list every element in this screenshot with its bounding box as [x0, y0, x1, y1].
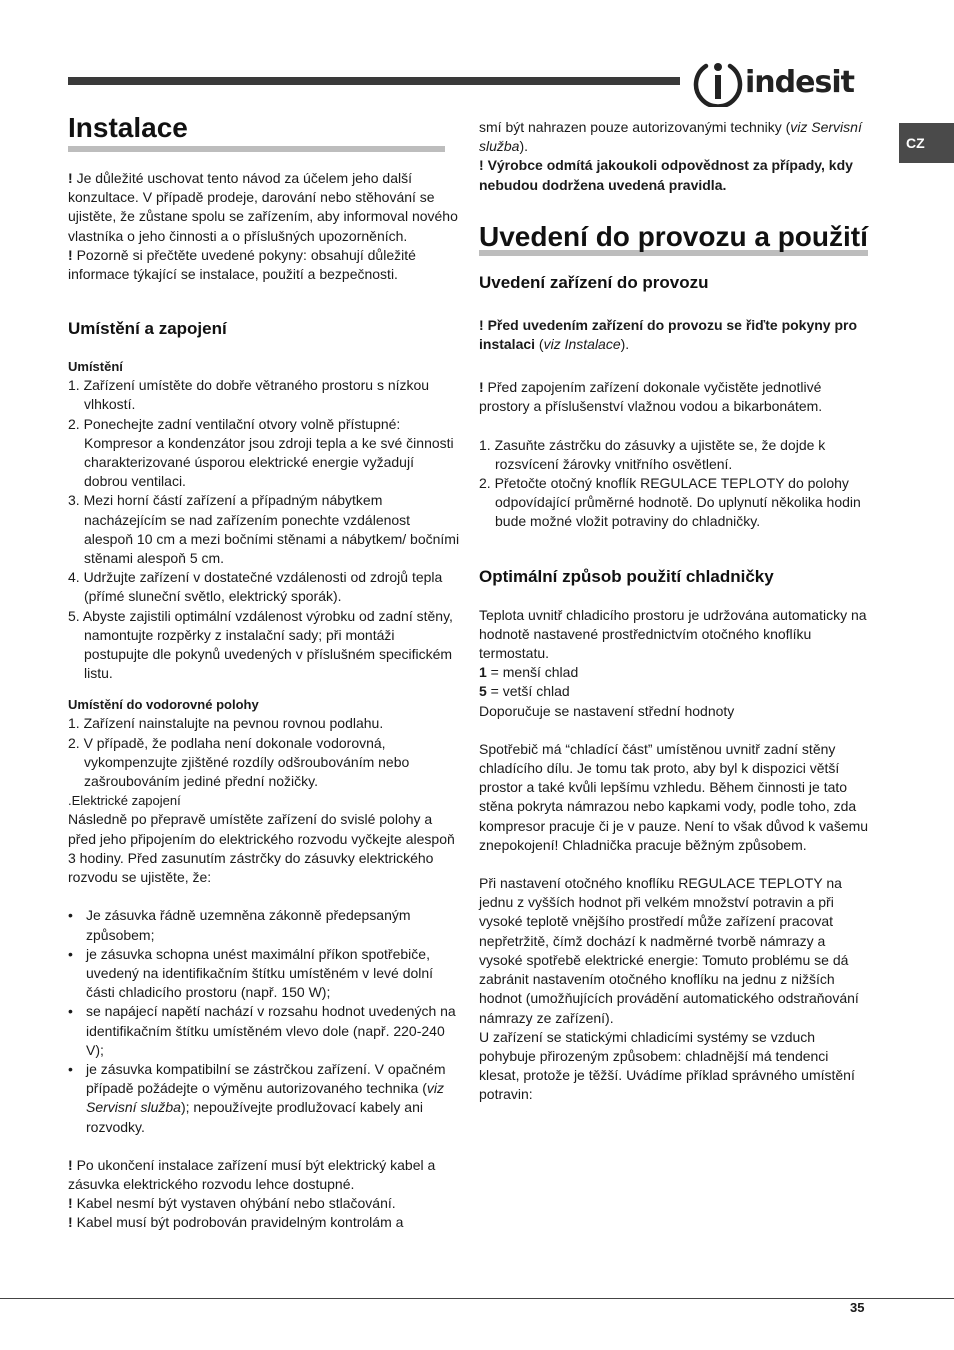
- indesit-logo: [693, 57, 873, 109]
- startup-step: 2. Přetočte otočný knoflík REGULACE TEPLOTY do polohy odpovídající průměrné hodnotě. Do uplynutí několika hodin bude možné vložit potraviny do chladničky.: [479, 475, 861, 530]
- liability-warning: ! Výrobce odmítá jakoukoli odpovědnost za případy, kdy nebudou dodržena uvedená pravidla.: [479, 157, 853, 193]
- leveling-item: 2. V případě, že podlaha není dokonale vodorovná, vykompenzujte zjištěné rozdíly odšroubováním nebo zašroubováním jediné přední nožičky.: [68, 734, 410, 790]
- leveling-item: 1. Zařízení nainstalujte na pevnou rovnou podlahu.: [68, 715, 384, 732]
- title-underline: [68, 146, 445, 152]
- warning-icon: !: [68, 1156, 73, 1173]
- placement-item: 2. Ponechejte zadní ventilační otvory volně přístupné: Kompresor a kondenzátor jsou zdroji tepla a ke své činnosti charakterizované úsporou elektrické energie vyžadují dobrou ventilaci.: [68, 415, 454, 490]
- requirement-item: • se napájecí napětí nachází v rozsahu hodnot uvedených na identifikačním štítku umístěném vlevo dole (např. 220-240 V);: [68, 1003, 456, 1058]
- cooling-part-paragraph: Spotřebič má “chladící část” umístěnou uvnitř zadní stěny chladícího dílu. Je tomu tak proto, aby byl k dispozici větší prostor a také kvůli lepšímu vzhledu. Během činnosti je tato stěna pokryta námrazou nebo kapkami vody, podle toho, zda kompresor pracuje či je v pauze. Není to však důvod k vašemu znepokojení! Chladnička pracuje běžným způsobem.: [479, 740, 869, 853]
- warning-icon: !: [68, 1195, 73, 1212]
- recommendation: Doporučuje se nastavení střední hodnoty: [479, 702, 735, 719]
- warning-icon: !: [479, 316, 484, 333]
- requirement-item: • je zásuvka kompatibilní se zástrčkou zařízení. V opačném případě požádejte o výměnu autorizovaného technika (viz Servisní služba); nepoužívejte prodlužovací kabely ani rozvodky.: [68, 1060, 446, 1135]
- static-cooling-paragraph: U zařízení se statickými chladicími systémy se vzduch pohybuje přirozeným způsobem: chladnější má tendenci klesat, protože je těžší. Uvádíme příklad správného umístění potravin:: [479, 1028, 855, 1103]
- startup-section-title: Uvedení zařízení do provozu: [479, 272, 709, 292]
- leveling-subtitle: Umístění do vodorovné polohy: [68, 697, 259, 713]
- bullet-icon: •: [68, 1003, 73, 1020]
- brand-wordmark: indesit: [745, 65, 854, 100]
- setting-value-1: 1 = menší chlad: [479, 664, 579, 681]
- placement-item: 4. Udržujte zařízení v dostatečné vzdálenosti od zdrojů tepla (přímé sluneční světlo, elektrický sporák).: [68, 569, 443, 605]
- warning-cable-bending: ! Kabel nesmí být vystaven ohýbání nebo stlačování.: [68, 1195, 396, 1212]
- electric-intro: Následně po přepravě umístěte zařízení do svislé polohy a před jeho připojením do elektrického rozvodu vyčkejte alespoň 3 hodiny. Před zasunutím zástrčky do zásuvky elektrického rozvodu se ujistěte, že:: [68, 811, 455, 886]
- placement-section-title: Umístění a zapojení: [68, 319, 227, 339]
- warning-cable-access: ! Po ukončení instalace zařízení musí být elektrický kabel a zásuvka elektrického rozvodu lehce dostupné.: [68, 1156, 436, 1192]
- setting-value-5: 5 = vetší chlad: [479, 683, 570, 700]
- startup-step: 1. Zasuňte zástrčku do zásuvky a ujistěte se, že dojde k rozsvícení žárovky vnitřního osvětlení.: [479, 436, 826, 472]
- intro-note-2: ! Pozorně si přečtěte uvedené pokyny: obsahují důležité informace týkající se instalace, použití a bezpečnosti.: [68, 246, 416, 283]
- warning-icon: !: [479, 157, 484, 174]
- page-number: 35: [850, 1300, 865, 1315]
- thermostat-setting-paragraph: Při nastavení otočného knoflíku REGULACE TEPLOTY na jednu z vyšších hodnot při velkém množství potravin a při vysoké teplotě vnějšího prostředí může zařízení pracovat nepřetržitě, čímž dochází k nadměrné tvorbě námrazy a vysoké spotřebě elektrické energie: Tomuto problému se dá zabránit nastavením otočného knoflíku na jednu z nižších hodnot (umožňujících provádění automatického odstraňování námrazy ze zařízení).: [479, 875, 859, 1026]
- placement-item: 1. Zařízení umístěte do dobře větraného prostoru s nízkou vlhkostí.: [68, 377, 430, 413]
- placement-subtitle: Umístění: [68, 359, 123, 375]
- startup-warning: ! Před uvedením zařízení do provozu se řiďte pokyny pro instalaci (viz Instalace).: [479, 316, 858, 353]
- warning-icon: !: [68, 170, 73, 186]
- header-bar: [68, 77, 680, 85]
- logo-mark-icon: [693, 57, 743, 107]
- placement-item: 3. Mezi horní částí zařízení a případným nábytkem nacházejícím se nad zařízením ponechte vzdálenost alespoň 10 cm a mezi bočními stěnami a nábytkem/ bočními stěnami alespoň 5 cm.: [68, 492, 460, 567]
- footer-rule: [0, 1298, 954, 1299]
- usage-title: Uvedení do provozu a použití: [479, 220, 868, 252]
- warning-cable-check: ! Kabel musí být podrobován pravidelným kontrolám a: [68, 1214, 404, 1231]
- requirement-item: • Je zásuvka řádně uzemněna zákonně předepsaným způsobem;: [68, 907, 411, 943]
- warning-icon: !: [479, 379, 484, 396]
- warning-icon: !: [68, 246, 73, 263]
- cable-continuation: smí být nahrazen pouze autorizovanými techniky (viz Servisní služba).: [479, 119, 862, 155]
- right-column: [479, 118, 871, 1105]
- language-tab: CZ: [899, 123, 954, 163]
- usage-section-title: Optimální způsob použití chladničky: [479, 566, 774, 586]
- bullet-icon: •: [68, 1060, 73, 1077]
- electric-subtitle: .Elektrické zapojení: [68, 793, 181, 809]
- cleaning-warning: ! Před zapojením zařízení dokonale vyčistěte jednotlivé prostory a příslušenství vlažnou vodou a bikarbonátem.: [479, 379, 823, 415]
- intro-note-1: ! Je důležité uschovat tento návod za účelem jeho další konzultace. V případě prodeje, darování nebo stěhování se ujistěte, že zůstane spolu se zařízením, aby informoval nového vlastníka o jeho činnosti a o příslušných upozorněních.: [68, 170, 458, 244]
- temperature-intro: Teplota uvnitř chladicího prostoru je udržována automaticky na hodnotě nastavené prostřednictvím otočného knoflíku termostatu.: [479, 606, 867, 662]
- bullet-icon: •: [68, 907, 73, 924]
- warning-icon: !: [68, 1214, 73, 1231]
- placement-item: 5. Abyste zajistili optimální vzdálenost výrobku od zadní stěny, namontujte rozpěrky z instalační sady; při montáži postupujte dle pokynů uvedených v příslušném specifickém listu.: [68, 607, 453, 682]
- bullet-icon: •: [68, 945, 73, 962]
- left-column: [68, 112, 460, 1233]
- installation-title: Instalace: [68, 112, 188, 143]
- requirement-item: • je zásuvka schopna unést maximální příkon spotřebiče, uvedený na identifikačním štítku umístěném v levé dolní části chladicího prostoru (např. 150 W);: [68, 945, 434, 1001]
